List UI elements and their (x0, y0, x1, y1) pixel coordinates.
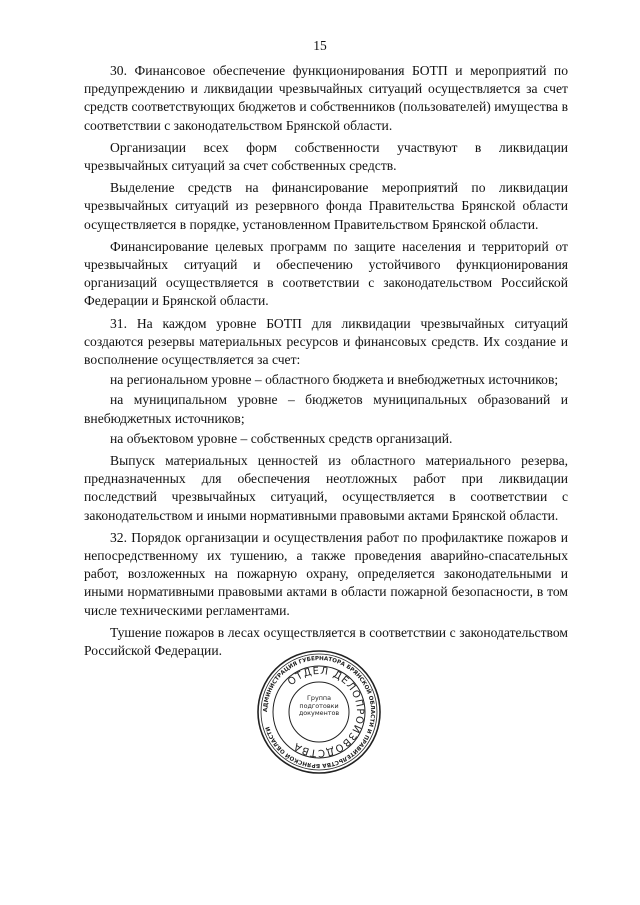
paragraph-forest-fires: Тушение пожаров в лесах осуществляется в соответствии с законодательством Российской Федерации. (84, 624, 568, 659)
paragraph-31: 31. На каждом уровне БОТП для ликвидации чрезвычайных ситуаций создаются резервы материальных ресурсов и финансовых средств. Их создание и восполнение осуществляется за счет: (84, 315, 568, 368)
stamp-seal-icon (255, 648, 383, 776)
stamp-outer-text: АДМИНИСТРАЦИЯ ГУБЕРНАТОРА БРЯНСКОЙ ОБЛАСТИ И ПРАВИТЕЛЬСТВА БРЯНСКОЙ ОБЛАСТИ (262, 655, 376, 769)
document-body (84, 62, 568, 664)
stamp-inner-text: ОТДЕЛ ДЕЛОПРОИЗВОДСТВА (285, 665, 366, 759)
paragraph-32: 32. Порядок организации и осуществления работ по профилактике пожаров и непосредственному их тушению, а также проведения аварийно-спасательных работ, возложенных на пожарную охрану, определяется законодательными и иными нормативными правовыми актами в области пожарной безопасности, в том числе техническими регламентами. (84, 529, 568, 618)
stamp-center-text: Группа подготовки документов (298, 695, 340, 718)
page-number: 15 (313, 38, 327, 53)
list-item-regional: на региональном уровне – областного бюджета и внебюджетных источников; (110, 372, 559, 388)
official-stamp (255, 648, 383, 776)
paragraph-target-programs: Финансирование целевых программ по защите населения и территорий от чрезвычайных ситуаций и обеспечению устойчивого функционирования организаций осуществляется в соответствии с законодательством Российской Федерации и Брянской области. (84, 238, 568, 309)
paragraph-material-reserve: Выпуск материальных ценностей из областного материального резерва, предназначенных для обеспечения неотложных работ при ликвидации последствий чрезвычайных ситуаций, осуществляется в соответствии с законодательством и иными нормативными правовыми актами Брянской области. (84, 453, 568, 523)
paragraph-reserve-fund: Выделение средств на финансирование мероприятий по ликвидации чрезвычайных ситуаций из резервного фонда Правительства Брянской области осуществляется в порядке, установленном Правительством Брянской области. (84, 180, 568, 232)
paragraph-30: 30. Финансовое обеспечение функционирования БОТП и мероприятий по предупреждению и ликвидации чрезвычайных ситуаций осуществляется за счет средств соответствующих бюджетов и собственников (пользователей) имущества в соответствии с законодательством Брянской области. (84, 63, 568, 133)
paragraph-organizations: Организации всех форм собственности участвуют в ликвидации чрезвычайных ситуаций за счет собственных средств. (84, 139, 568, 174)
list-item-object: на объектовом уровне – собственных средств организаций. (110, 430, 453, 446)
list-item-municipal: на муниципальном уровне – бюджетов муниципальных образований и внебюджетных источников; (84, 392, 568, 426)
